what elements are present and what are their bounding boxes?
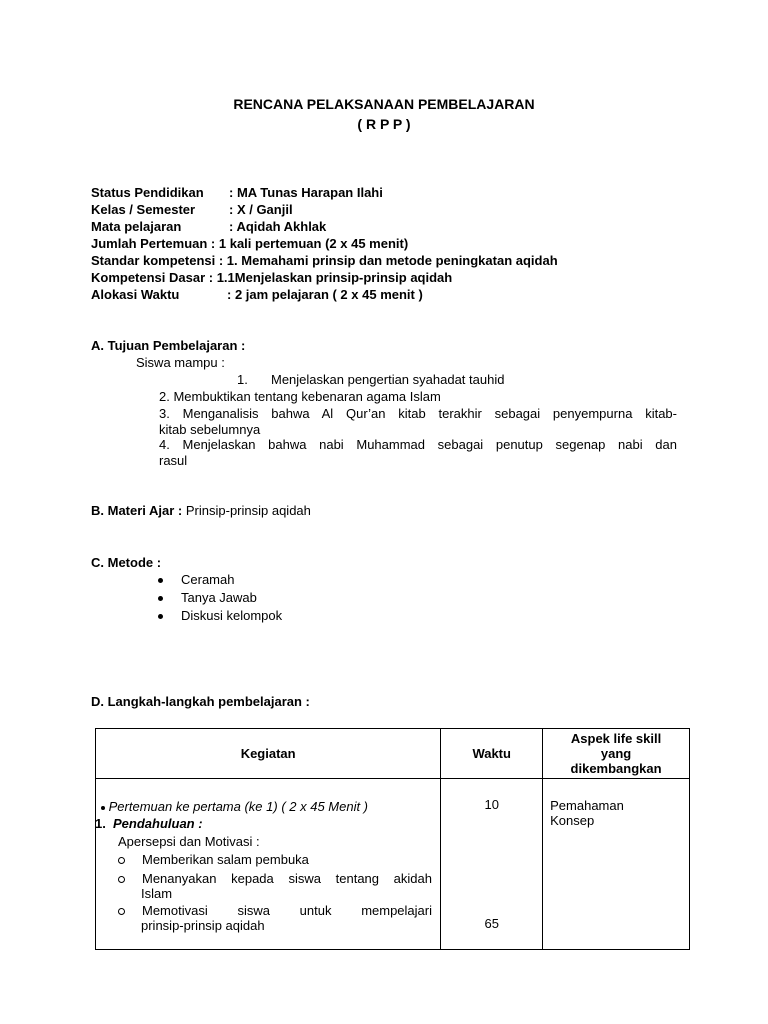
kelas-row xyxy=(91,202,293,217)
table-row xyxy=(96,779,690,950)
header-kegiatan: Kegiatan xyxy=(96,729,441,779)
tujuan-item-1: 1. Menjelaskan pengertian syahadat tauhid xyxy=(237,372,505,387)
aspek-value: Pemahaman Konsep xyxy=(550,798,624,828)
header-aspek: Aspek life skill yang dikembangkan xyxy=(543,729,690,779)
tujuan-item-4: 4. Menjelaskan bahwa nabi Muhammad sebagai penutup segenap nabi dan rasul xyxy=(159,437,677,468)
alokasi-label: Alokasi Waktu xyxy=(91,287,180,302)
kelas-value: : X / Ganjil xyxy=(229,202,293,217)
table-header-row xyxy=(96,729,690,779)
document-title: RENCANA PELAKSANAAN PEMBELAJARAN xyxy=(233,96,535,112)
alokasi-row xyxy=(91,287,423,302)
document-subtitle: ( R P P ) xyxy=(357,116,411,132)
circle-bullet-icon xyxy=(118,857,125,864)
materi-row xyxy=(91,503,311,518)
mapel-value: : Aqidah Akhlak xyxy=(229,219,327,234)
metode-heading: C. Metode : xyxy=(91,555,162,570)
sub-item-2: Menanyakan kepada siswa tentang akidah Islam xyxy=(118,871,432,901)
status-label: Status Pendidikan xyxy=(91,185,204,200)
metode-item: Ceramah xyxy=(158,572,234,587)
status-value: : MA Tunas Harapan Ilahi xyxy=(229,185,383,200)
standar-row: Standar kompetensi : 1. Memahami prinsip dan metode peningkatan aqidah xyxy=(91,253,558,268)
bullet-icon xyxy=(158,614,163,619)
langkah-table xyxy=(95,728,690,950)
jumlah-row: Jumlah Pertemuan : 1 kali pertemuan (2 x 45 menit) xyxy=(91,236,409,251)
tujuan-intro: Siswa mampu : xyxy=(136,355,225,370)
aspek-cell xyxy=(543,779,690,950)
waktu-cell xyxy=(441,779,543,950)
langkah-heading: D. Langkah-langkah pembelajaran : xyxy=(91,694,310,709)
sub-item-1: Memberikan salam pembuka xyxy=(118,852,309,867)
waktu-value: 65 xyxy=(484,916,499,931)
bullet-icon xyxy=(158,578,163,583)
mapel-row xyxy=(91,219,326,234)
kompetensi-row: Kompetensi Dasar : 1.1Menjelaskan prinsip-prinsip aqidah xyxy=(91,270,453,285)
metode-item: Diskusi kelompok xyxy=(158,608,282,623)
kegiatan-cell xyxy=(96,779,441,950)
materi-value: Prinsip-prinsip aqidah xyxy=(182,503,311,518)
bullet-icon xyxy=(101,806,105,810)
tujuan-item-3: 3. Menganalisis bahwa Al Qur’an kitab terakhir sebagai penyempurna kitab- kitab sebelumnya xyxy=(159,406,677,437)
alokasi-value: : 2 jam pelajaran ( 2 x 45 menit ) xyxy=(227,287,423,302)
status-row xyxy=(91,185,383,200)
pendahuluan-line: 1. Pendahuluan : xyxy=(95,816,203,831)
sub-item-3: Memotivasi siswa untuk mempelajari prinsip-prinsip aqidah xyxy=(118,903,432,933)
tujuan-heading: A. Tujuan Pembelajaran : xyxy=(91,338,246,353)
header-waktu: Waktu xyxy=(441,729,543,779)
kelas-label: Kelas / Semester xyxy=(91,202,196,217)
tujuan-item-2: 2. Membuktikan tentang kebenaran agama Islam xyxy=(159,389,441,404)
waktu-value: 10 xyxy=(484,797,499,812)
bullet-icon xyxy=(158,596,163,601)
materi-heading: B. Materi Ajar : xyxy=(91,503,183,518)
apersepsi-line: Apersepsi dan Motivasi : xyxy=(118,834,260,849)
circle-bullet-icon xyxy=(118,908,125,915)
pertemuan-line: Pertemuan ke pertama (ke 1) ( 2 x 45 Menit ) xyxy=(101,799,368,814)
metode-item: Tanya Jawab xyxy=(158,590,257,605)
circle-bullet-icon xyxy=(118,876,125,883)
mapel-label: Mata pelajaran xyxy=(91,219,182,234)
